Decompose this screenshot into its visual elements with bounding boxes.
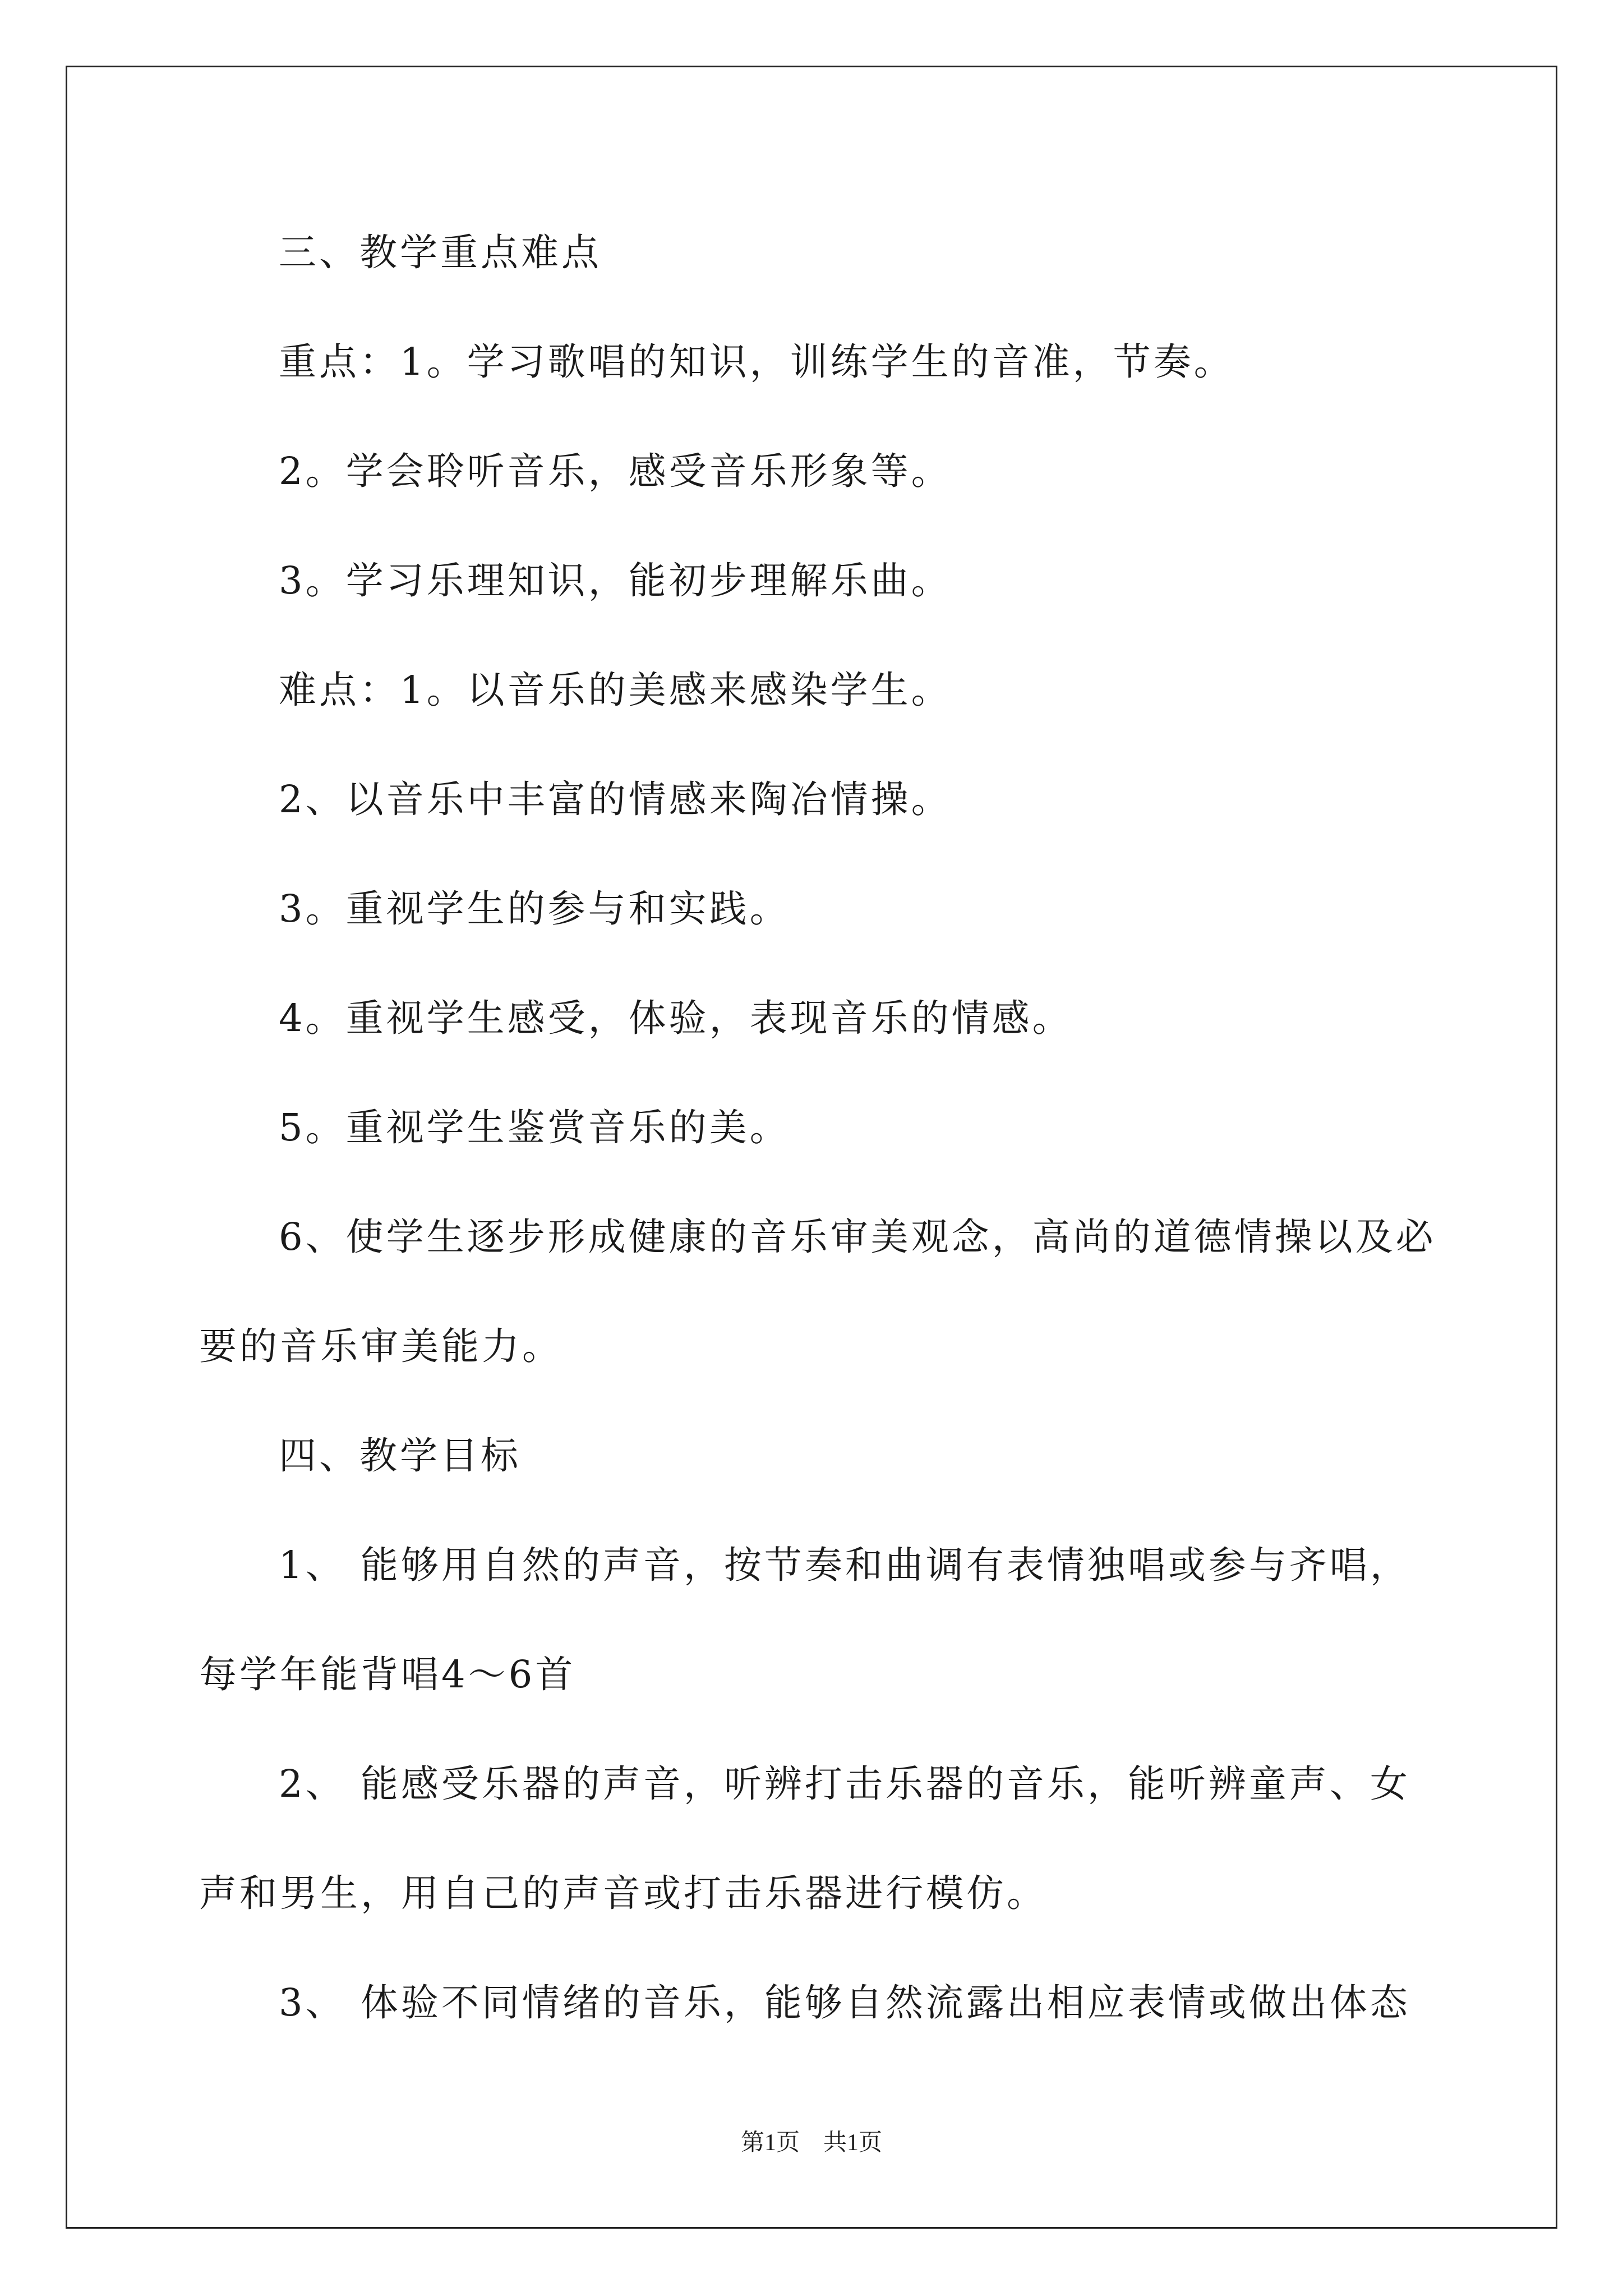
paragraph-line: 声和男生，用自己的声音或打击乐器进行模仿。 bbox=[199, 1871, 1047, 1915]
paragraph-line: 每学年能背唱4～6首 bbox=[199, 1653, 576, 1696]
paragraph-line: 2、以音乐中丰富的情感来陶冶情操。 bbox=[279, 777, 952, 821]
section-heading-teaching-goals: 四、教学目标 bbox=[279, 1434, 521, 1478]
paragraph-line: 1、 能够用自然的声音，按节奏和曲调有表情独唱或参与齐唱， bbox=[279, 1543, 1410, 1587]
paragraph-line: 重点：1。学习歌唱的知识，训练学生的音准，节奏。 bbox=[279, 340, 1234, 384]
paragraph-line: 3。重视学生的参与和实践。 bbox=[279, 887, 790, 931]
paragraph-line: 3、 体验不同情绪的音乐，能够自然流露出相应表情或做出体态 bbox=[279, 1981, 1410, 2024]
page-number-footer: 第1页 共1页 bbox=[740, 2130, 882, 2156]
paragraph-line: 4。重视学生感受，体验，表现音乐的情感。 bbox=[279, 996, 1073, 1040]
section-heading-key-points: 三、教学重点难点 bbox=[279, 231, 602, 274]
paragraph-line: 要的音乐审美能力。 bbox=[199, 1324, 562, 1368]
paragraph-line: 2。学会聆听音乐，感受音乐形象等。 bbox=[279, 449, 952, 493]
paragraph-line: 难点：1。以音乐的美感来感染学生。 bbox=[279, 668, 952, 712]
paragraph-line: 5。重视学生鉴赏音乐的美。 bbox=[279, 1106, 790, 1149]
paragraph-line: 6、使学生逐步形成健康的音乐审美观念，高尚的道德情操以及必 bbox=[279, 1215, 1436, 1259]
paragraph-line: 2、 能感受乐器的声音，听辨打击乐器的音乐，能听辨童声、女 bbox=[279, 1762, 1410, 1806]
paragraph-line: 3。学习乐理知识，能初步理解乐曲。 bbox=[279, 559, 952, 602]
